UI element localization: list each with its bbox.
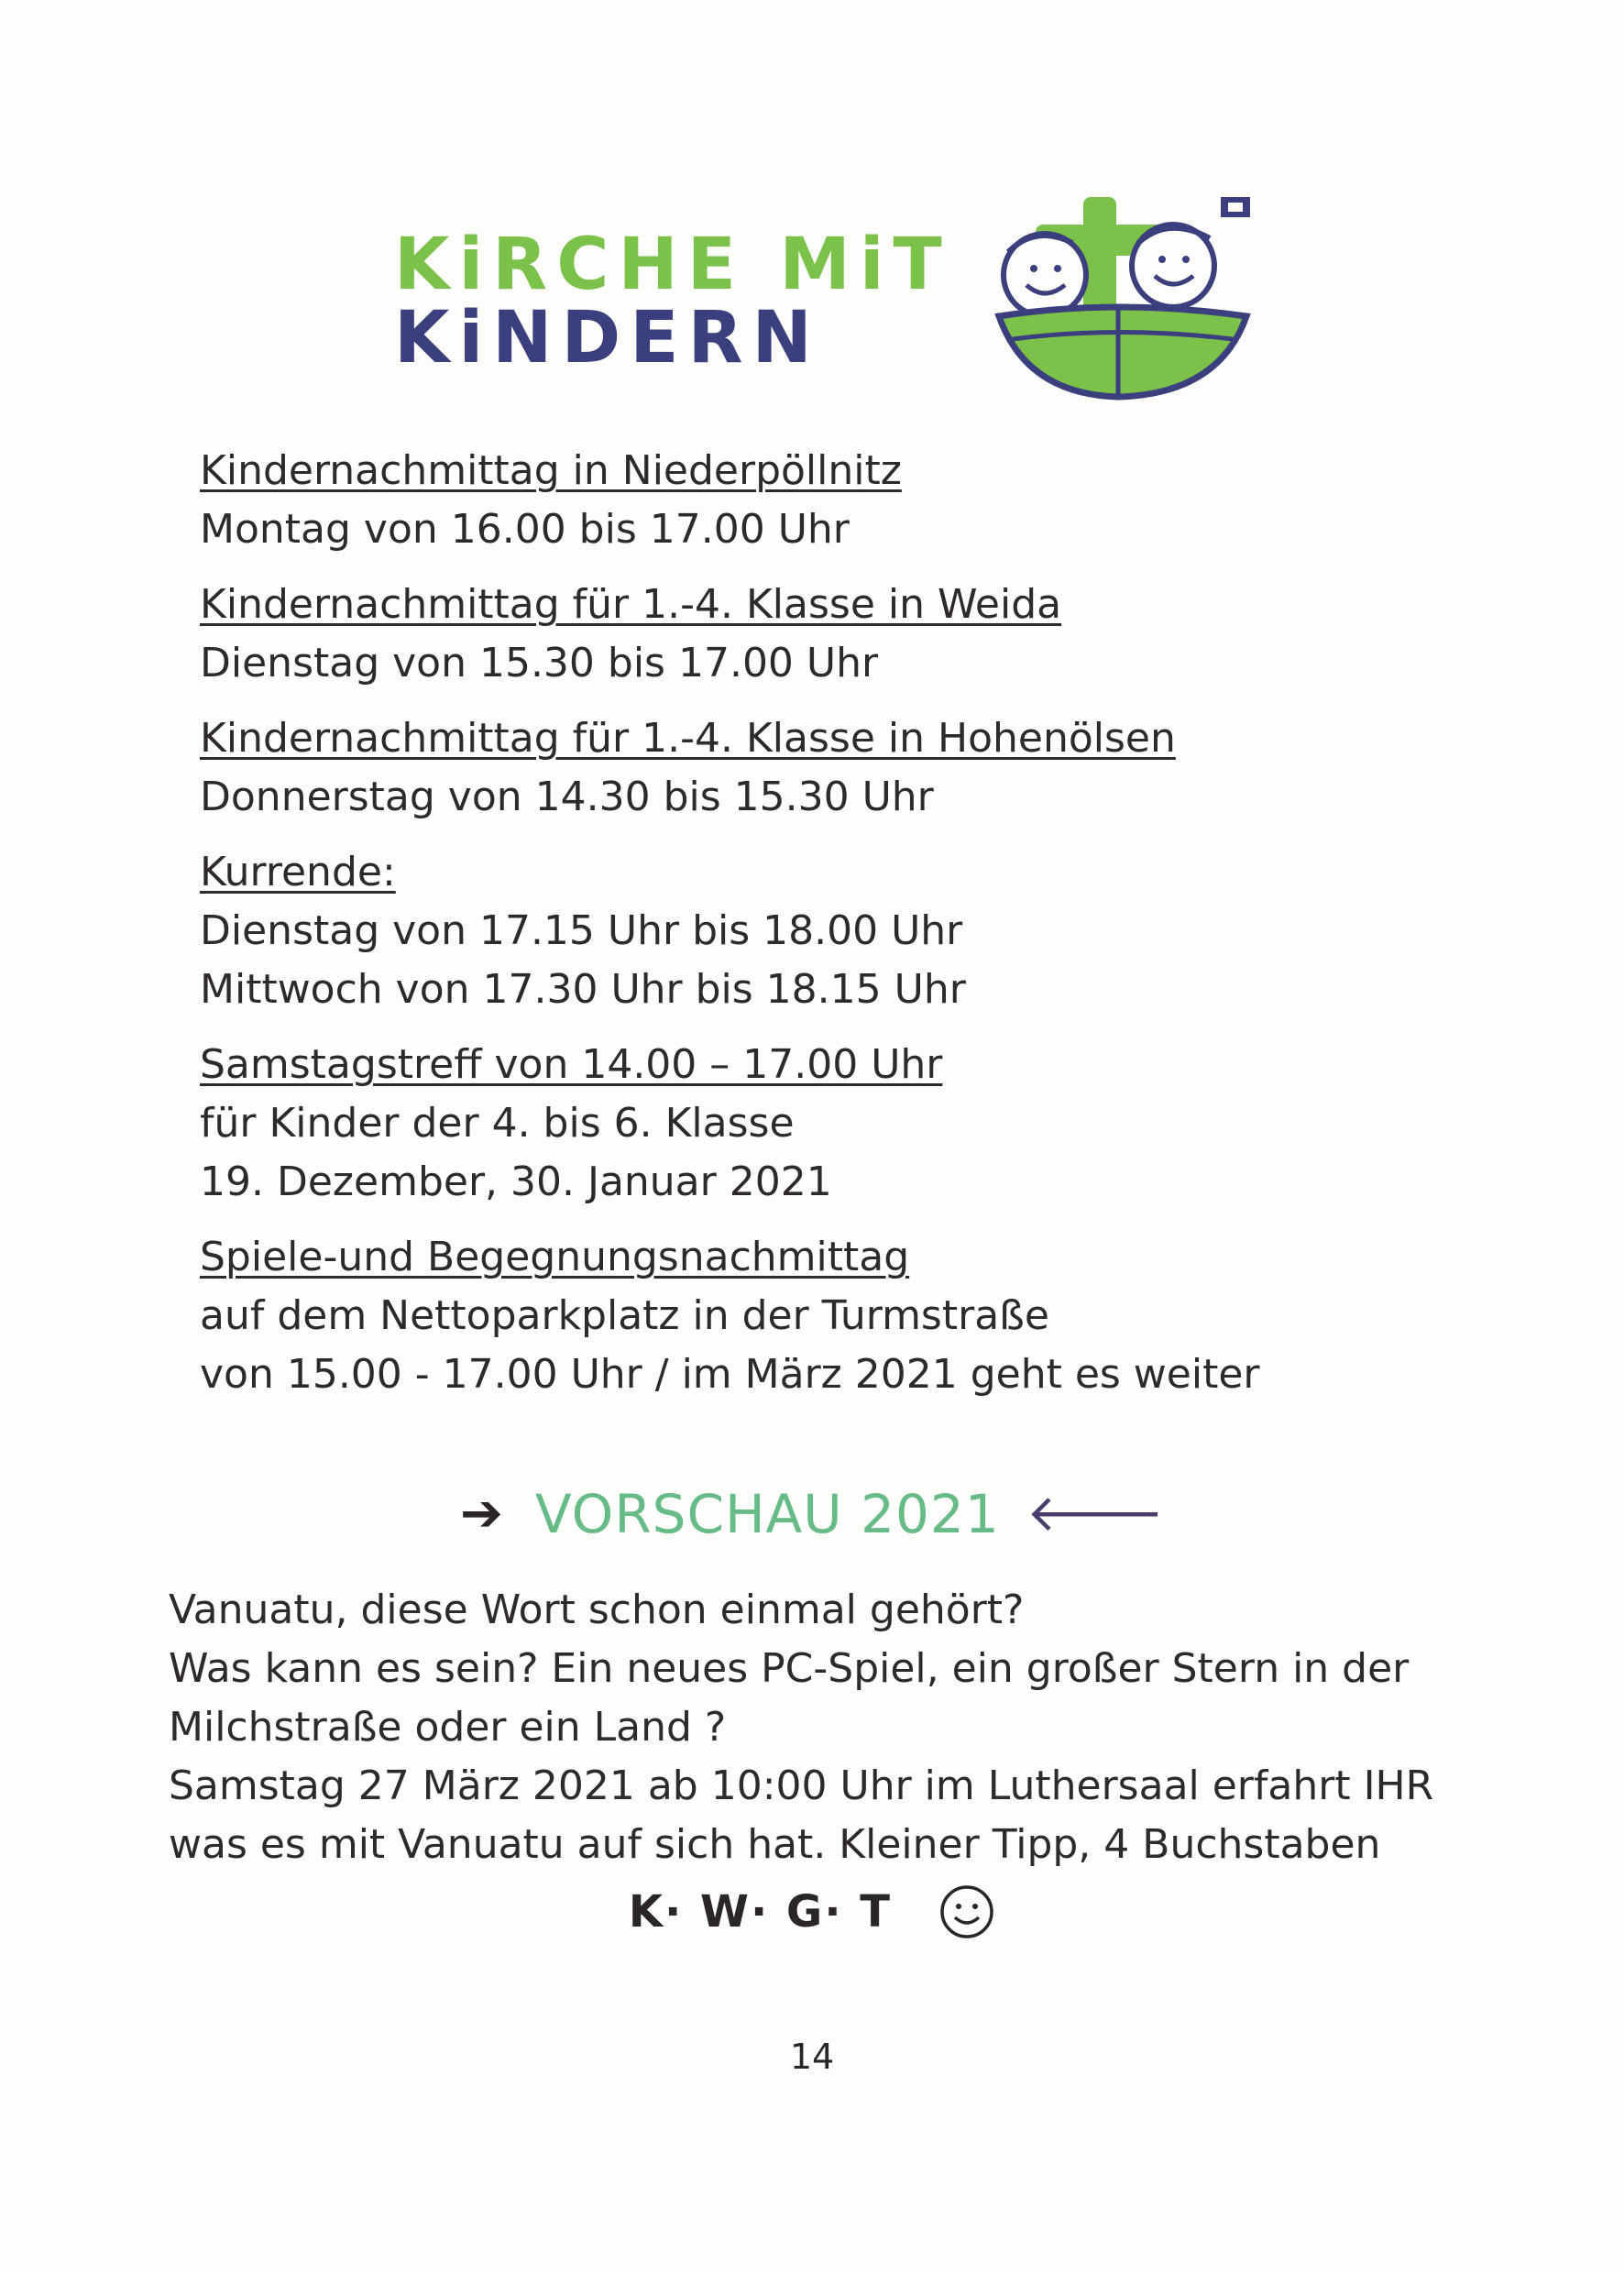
schedule-title: Kindernachmittag für 1.-4. Klasse in Weida [200, 581, 1062, 628]
schedule-detail: für Kinder der 4. bis 6. Klasse [200, 1100, 795, 1147]
logo-text-line2: KiNDERN [394, 297, 821, 379]
preview-title: VORSCHAU 2021 [535, 1483, 1000, 1545]
preview-heading [0, 1477, 1624, 1551]
schedule-time: von 15.00 - 17.00 Uhr / im März 2021 geht es weiter [200, 1351, 1260, 1398]
schedule-time: Dienstag von 15.30 bis 17.00 Uhr [200, 640, 879, 686]
schedule-block-kurrende [200, 843, 1391, 1019]
clue-letters: K· W· G· T [628, 1886, 893, 1938]
schedule-title: Spiele-und Begegnungsnachmittag [200, 1234, 910, 1280]
schedule-title: Kindernachmittag für 1.-4. Klasse in Hohenölsen [200, 715, 1176, 762]
page-number: 14 [789, 2037, 835, 2077]
paragraph-line: Samstag 27 März 2021 ab 10:00 Uhr im Luthersaal erfahrt IHR [169, 1762, 1434, 1809]
paragraph-line: Milchstraße oder ein Land ? [169, 1704, 727, 1751]
schedule [200, 442, 1391, 1421]
smiley-icon [938, 1883, 995, 1940]
paragraph-line: Vanuatu, diese Wort schon einmal gehört? [169, 1587, 1025, 1633]
schedule-time: Montag von 16.00 bis 17.00 Uhr [200, 506, 850, 553]
arrow-right-icon: ➔ [460, 1484, 503, 1543]
logo-text-line1: KiRCHE MiT [394, 224, 951, 306]
schedule-detail: auf dem Nettoparkplatz in der Turmstraße [200, 1292, 1049, 1339]
schedule-time: Mittwoch von 17.30 Uhr bis 18.15 Uhr [200, 966, 966, 1013]
clue [0, 1883, 1624, 1940]
schedule-block-niederpoellnitz [200, 442, 1391, 559]
paragraph-line: was es mit Vanuatu auf sich hat. Kleiner Tipp, 4 Buchstaben [169, 1821, 1381, 1868]
schedule-title: Kurrende: [200, 849, 396, 895]
logo [394, 188, 1274, 408]
arrow-left-icon: 🡐 [1026, 1484, 1164, 1543]
paragraph-line: Was kann es sein? Ein neues PC-Spiel, ein großer Stern in der [169, 1645, 1410, 1692]
schedule-time: Donnerstag von 14.30 bis 15.30 Uhr [200, 774, 934, 820]
schedule-dates: 19. Dezember, 30. Januar 2021 [200, 1158, 832, 1205]
preview-paragraph [169, 1581, 1498, 1874]
schedule-block-spiele [200, 1228, 1391, 1404]
schedule-title: Samstagstreff von 14.00 – 17.00 Uhr [200, 1041, 943, 1088]
cross-boat-children-icon [981, 188, 1274, 408]
schedule-title: Kindernachmittag in Niederpöllnitz [200, 447, 902, 494]
schedule-block-weida [200, 576, 1391, 693]
schedule-block-hohenoelsen [200, 709, 1391, 827]
schedule-block-samstagstreff [200, 1036, 1391, 1212]
schedule-time: Dienstag von 17.15 Uhr bis 18.00 Uhr [200, 907, 963, 954]
